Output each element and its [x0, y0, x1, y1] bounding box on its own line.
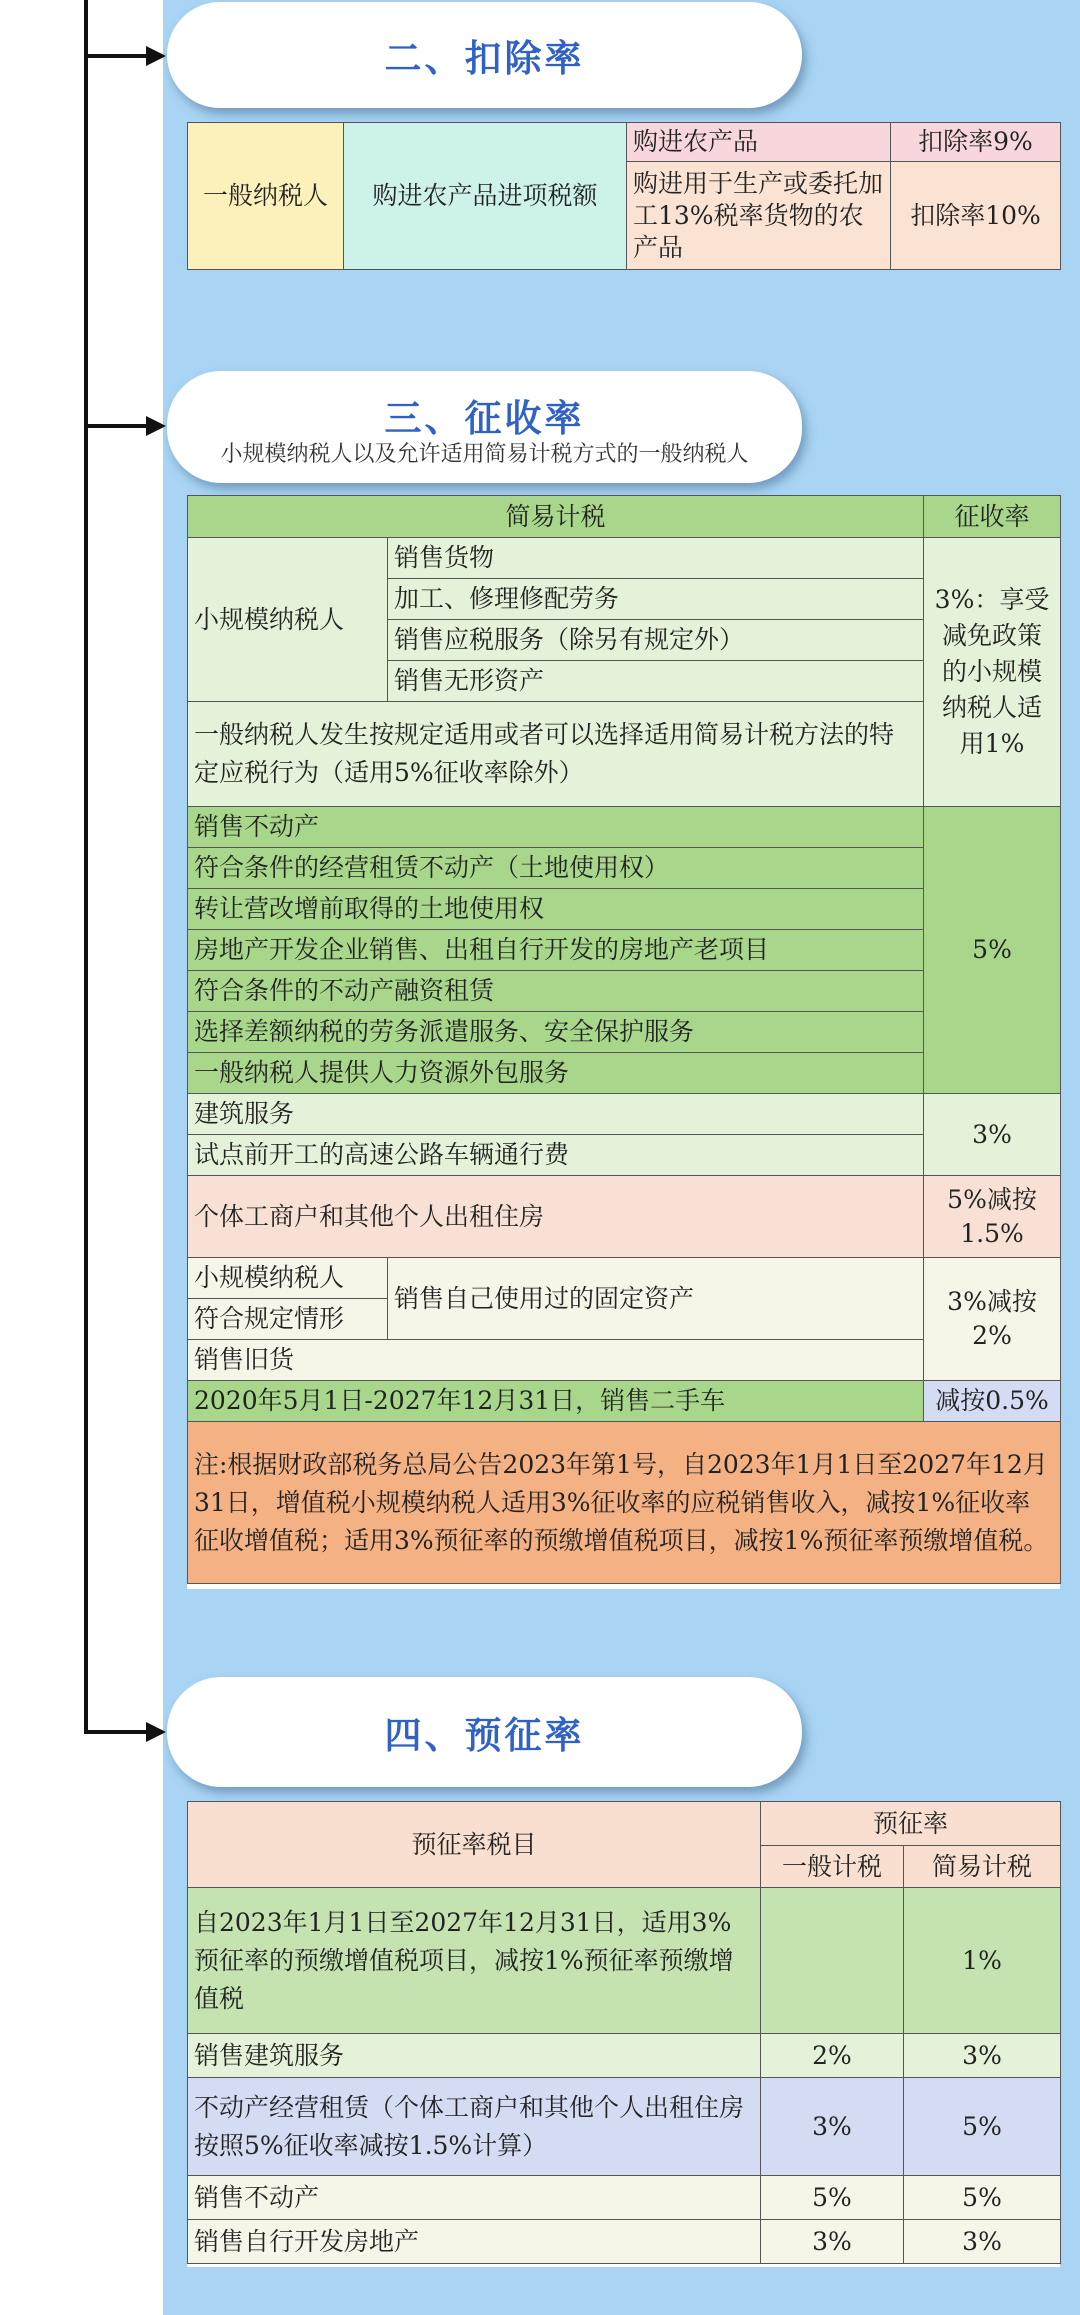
used-goods-cell: 销售旧货 — [188, 1340, 924, 1381]
header-item: 预征率税目 — [188, 1802, 761, 1888]
section-3-header — [167, 371, 802, 483]
prepay-general-cell: 3% — [761, 2078, 904, 2176]
prepay-item-cell: 自2023年1月1日至2027年12月31日，适用3%预征率的预缴增值税项目，减按1%预征率预缴增值税 — [188, 1888, 761, 2034]
prepay-item-cell: 销售自行开发房地产 — [188, 2220, 761, 2264]
rate-3b-cell: 3% — [924, 1094, 1061, 1176]
header-rate: 征收率 — [924, 496, 1061, 538]
prepay-general-cell: 3% — [761, 2220, 904, 2264]
header-general: 一般计税 — [761, 1846, 904, 1888]
small-item-cell: 销售无形资产 — [388, 661, 924, 702]
prepay-simple-cell: 1% — [904, 1888, 1061, 2034]
rate-5-cell: 5% — [924, 807, 1061, 1094]
section-title: 四、预征率 — [384, 1714, 585, 1757]
levy-rate-table — [187, 495, 1060, 1589]
connector-vertical-line — [84, 0, 88, 1734]
prepay-simple-cell: 3% — [904, 2034, 1061, 2078]
prepay-simple-cell: 5% — [904, 2078, 1061, 2176]
rate-5-item-cell: 符合条件的不动产融资租赁 — [188, 971, 924, 1012]
rate-3-cell: 3%：享受减免政策的小规模纳税人适用1% — [924, 538, 1061, 807]
deduction-rate-table — [187, 122, 1060, 270]
rate-5-item-cell: 销售不动产 — [188, 807, 924, 848]
small-item-cell: 销售应税服务（除另有规定外） — [388, 620, 924, 661]
qualified-cell: 符合规定情形 — [188, 1299, 388, 1340]
header-simple: 简易计税 — [904, 1846, 1061, 1888]
rate-5-reduce-cell: 5%减按1.5% — [924, 1176, 1061, 1258]
prepay-general-cell: 5% — [761, 2176, 904, 2220]
rate-cell: 扣除率9% — [891, 123, 1061, 162]
section-title: 二、扣除率 — [384, 37, 585, 80]
section-2-header — [167, 2, 802, 108]
rate-5-item-cell: 符合条件的经营租赁不动产（土地使用权） — [188, 848, 924, 889]
desc-cell: 购进用于生产或委托加工13%税率货物的农产品 — [627, 162, 891, 270]
rate-5-item-cell: 一般纳税人提供人力资源外包服务 — [188, 1053, 924, 1094]
small-item-cell: 销售货物 — [388, 538, 924, 579]
used-car-cell: 2020年5月1日-2027年12月31日，销售二手车 — [188, 1381, 924, 1422]
arrow-right-icon — [146, 416, 166, 436]
prepay-item-cell: 销售建筑服务 — [188, 2034, 761, 2078]
desc-cell: 购进农产品 — [627, 123, 891, 162]
connector-branch-4 — [84, 1730, 150, 1734]
prepayment-rate-table — [187, 1801, 1060, 2267]
section-4-header — [167, 1677, 802, 1787]
section-subtitle: 小规模纳税人以及允许适用简易计税方式的一般纳税人 — [220, 441, 749, 467]
small-taxpayer-cell: 小规模纳税人 — [188, 538, 388, 702]
prepay-general-cell: 2% — [761, 2034, 904, 2078]
rate-3-reduce-cell: 3%减按2% — [924, 1258, 1061, 1381]
connector-branch-3 — [84, 424, 150, 428]
item-cell: 购进农产品进项税额 — [344, 123, 627, 270]
arrow-right-icon — [146, 46, 166, 66]
prepay-simple-cell: 3% — [904, 2220, 1061, 2264]
rate-5-item-cell: 选择差额纳税的劳务派遣服务、安全保护服务 — [188, 1012, 924, 1053]
note-cell: 注:根据财政部税务总局公告2023年第1号，自2023年1月1日至2027年12月31日，增值税小规模纳税人适用3%征收率的应税销售收入，减按1%征收率征收增值税；适用3%预征率的预缴增值税项目，减按1%预征率预缴增值税。 — [188, 1422, 1061, 1584]
rate-5-item-cell: 转让营改增前取得的土地使用权 — [188, 889, 924, 930]
prepay-item-cell: 不动产经营租赁（个体工商户和其他个人出租住房按照5%征收率减按1.5%计算） — [188, 2078, 761, 2176]
rate-used-car-cell: 减按0.5% — [924, 1381, 1061, 1422]
rate-3b-item-cell: 试点前开工的高速公路车辆通行费 — [188, 1135, 924, 1176]
small-item-cell: 加工、修理修配劳务 — [388, 579, 924, 620]
taxpayer-cell: 一般纳税人 — [188, 123, 344, 270]
header-method: 简易计税 — [188, 496, 924, 538]
prepay-general-cell — [761, 1888, 904, 2034]
small-taxpayer2-cell: 小规模纳税人 — [188, 1258, 388, 1299]
connector-branch-2 — [84, 54, 150, 58]
rate-cell: 扣除率10% — [891, 162, 1061, 270]
prepay-simple-cell: 5% — [904, 2176, 1061, 2220]
prepay-item-cell: 销售不动产 — [188, 2176, 761, 2220]
header-rate: 预征率 — [761, 1802, 1061, 1846]
section-title: 三、征收率 — [384, 396, 585, 440]
arrow-right-icon — [146, 1722, 166, 1742]
rate-3b-item-cell: 建筑服务 — [188, 1094, 924, 1135]
rate-5-item-cell: 房地产开发企业销售、出租自行开发的房地产老项目 — [188, 930, 924, 971]
individual-rent-cell: 个体工商户和其他个人出租住房 — [188, 1176, 924, 1258]
general-specific-cell: 一般纳税人发生按规定适用或者可以选择适用简易计税方法的特定应税行为（适用5%征收率除外） — [188, 702, 924, 807]
fixed-assets-cell: 销售自己使用过的固定资产 — [388, 1258, 924, 1340]
